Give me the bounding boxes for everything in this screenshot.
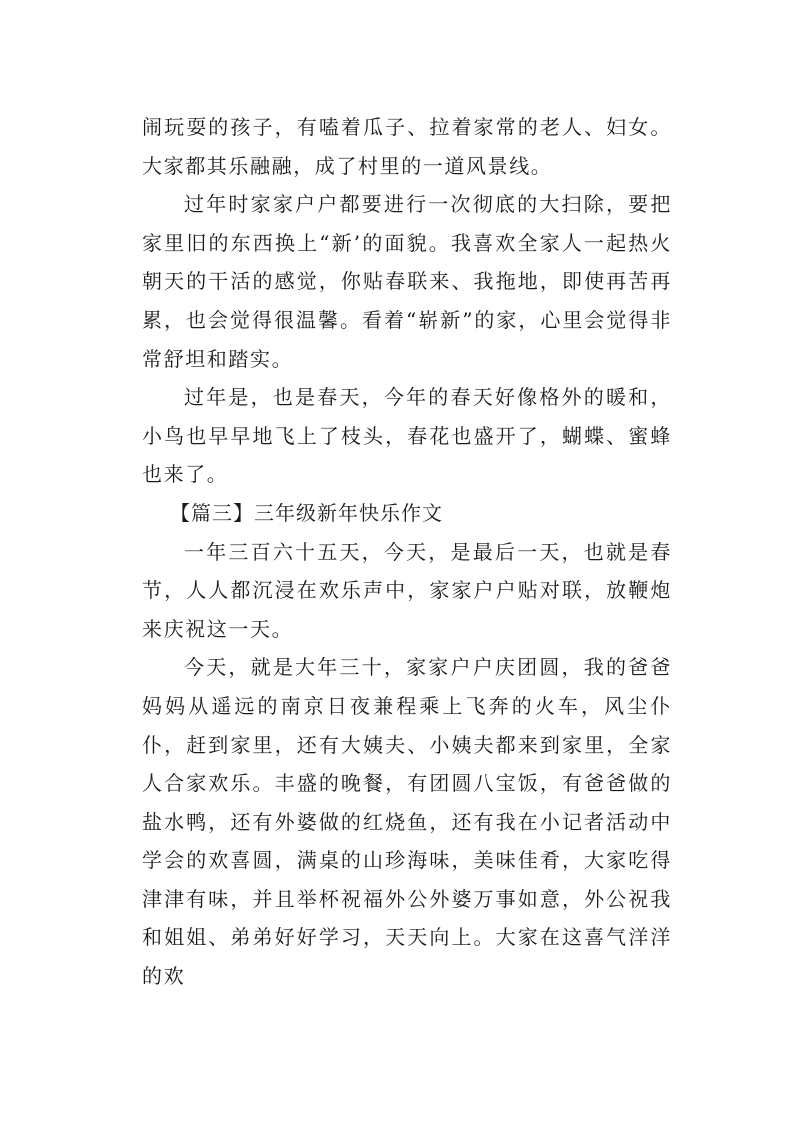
section-paragraph-1: 一年三百六十五天，今天，是最后一天，也就是春节，人人都沉浸在欢乐声中，家家户户贴对联，放鞭炮来庆祝这一天。: [142, 539, 672, 641]
paragraph-2: 过年时家家户户都要进行一次彻底的大扫除，要把家里旧的东西换上“新’的面貌。我喜欢全家人一起热火朝天的干活的感觉，你贴春联来、我拖地，即使再苦再累，也会觉得很温馨。看着“崭新”的家，心里会觉得非常舒坦和踏实。: [142, 192, 672, 371]
paragraph-3: 过年是，也是春天，今年的春天好像格外的暖和，小鸟也早早地飞上了枝头，春花也盛开了，蝴蝶、蜜蜂也来了。: [142, 385, 672, 487]
paragraph-1: 闹玩耍的孩子，有嗑着瓜子、拉着家常的老人、妇女。大家都其乐融融，成了村里的一道风景线。: [142, 115, 672, 178]
section-heading: 【篇三】三年级新年快乐作文: [170, 500, 443, 525]
section-paragraph-2: 今天，就是大年三十，家家户户庆团圆，我的爸爸妈妈从遥远的南京日夜兼程乘上飞奔的火车，风尘仆仆，赶到家里，还有大姨夫、小姨夫都来到家里，全家人合家欢乐。丰盛的晚餐，有团圆八宝饭，有爸爸做的盐水鸭，还有外婆做的红烧鱼，还有我在小记者活动中学会的欢喜圆，满桌的山珍海味，美味佳肴，大家吃得津津有味，并且举杯祝福外公外婆万事如意，外公祝我和姐姐、弟弟好好学习，天天向上。大家在这喜气洋洋的欢: [142, 655, 672, 989]
document-body: [142, 108, 672, 996]
